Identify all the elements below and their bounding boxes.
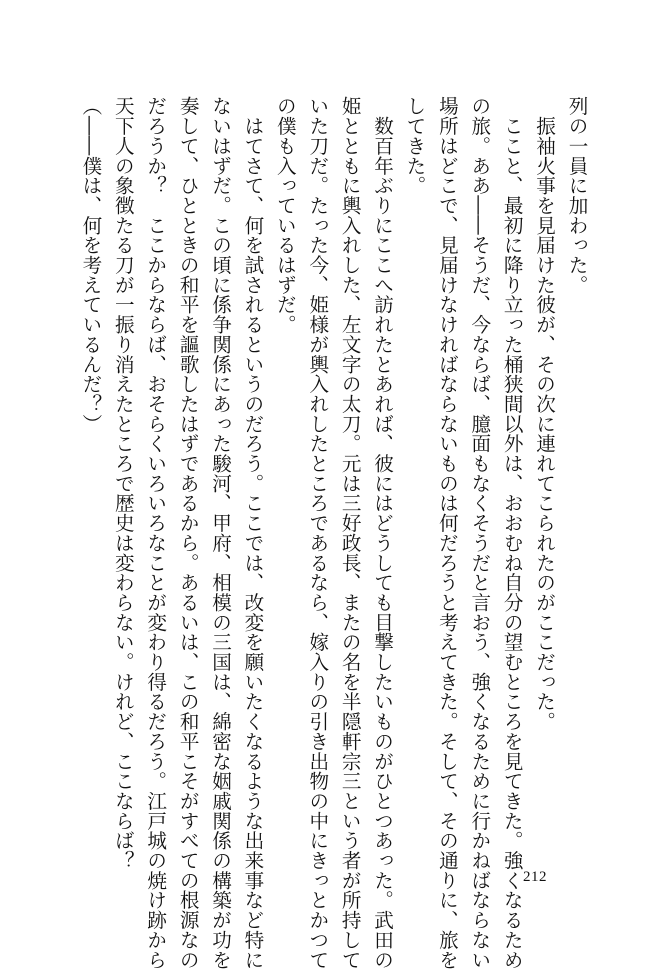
text-line: 天下人の象徴たる刀が一振り消えたところで歴史は変わらない。けれど、ここならば？ bbox=[111, 96, 135, 871]
text-line: 姫とともに輿入れした、左文字の太刀。元は三好政長、またの名を半隠軒宗三という者が所持して bbox=[338, 96, 362, 969]
text-line: してきた。 bbox=[402, 96, 426, 196]
text-line: ないはずだ。この頃に係争関係にあった駿河、甲府、相模の三国は、綿密な姻戚関係の構築が功を bbox=[208, 96, 232, 969]
text-line: ここと、最初に降り立った桶狭間以外は、おおむね自分の望むところを見てきた。強くなるため bbox=[500, 96, 524, 969]
text-line: 振袖火事を見届けた彼が、その次に連れてこられたのがここだった。 bbox=[532, 96, 556, 732]
text-line: （――僕は、何を考えているんだ？） bbox=[78, 96, 102, 434]
text-line: の旅。ああ――そうだ、今ならば、臆面もなくそうだと言おう、強くなるために行かねばならない bbox=[467, 96, 491, 969]
text-line: いた刀だ。たった今、姫様が輿入れしたところであるなら、嫁入りの引き出物の中にきっとかつて bbox=[305, 96, 329, 969]
text-line: はてさて、何を試されるというのだろう。ここでは、改変を願いたくなるような出来事など特に bbox=[240, 96, 264, 969]
text-line: 奏して、ひとときの和平を謳歌したはずであるから。あるいは、この和平こそがすべての根源なの bbox=[176, 96, 200, 969]
page-number: 212 bbox=[523, 869, 547, 885]
text-line: の僕も入っているはずだ。 bbox=[273, 96, 297, 335]
text-line: 列の一員に加わった。 bbox=[565, 96, 588, 295]
text-line: だろうか？ ここからならば、おそらくいろいろなことが変わり得るだろう。江戸城の焼け跡から bbox=[143, 96, 167, 969]
text-line: 場所はどこで、見届けなければならないものは何だろうと考えてきた。そして、その通りに、旅を bbox=[435, 96, 459, 969]
text-line: 数百年ぶりにここへ訪れたとあれば、彼にはどうしても目撃したいものがひとつあった。武田の bbox=[370, 96, 394, 969]
